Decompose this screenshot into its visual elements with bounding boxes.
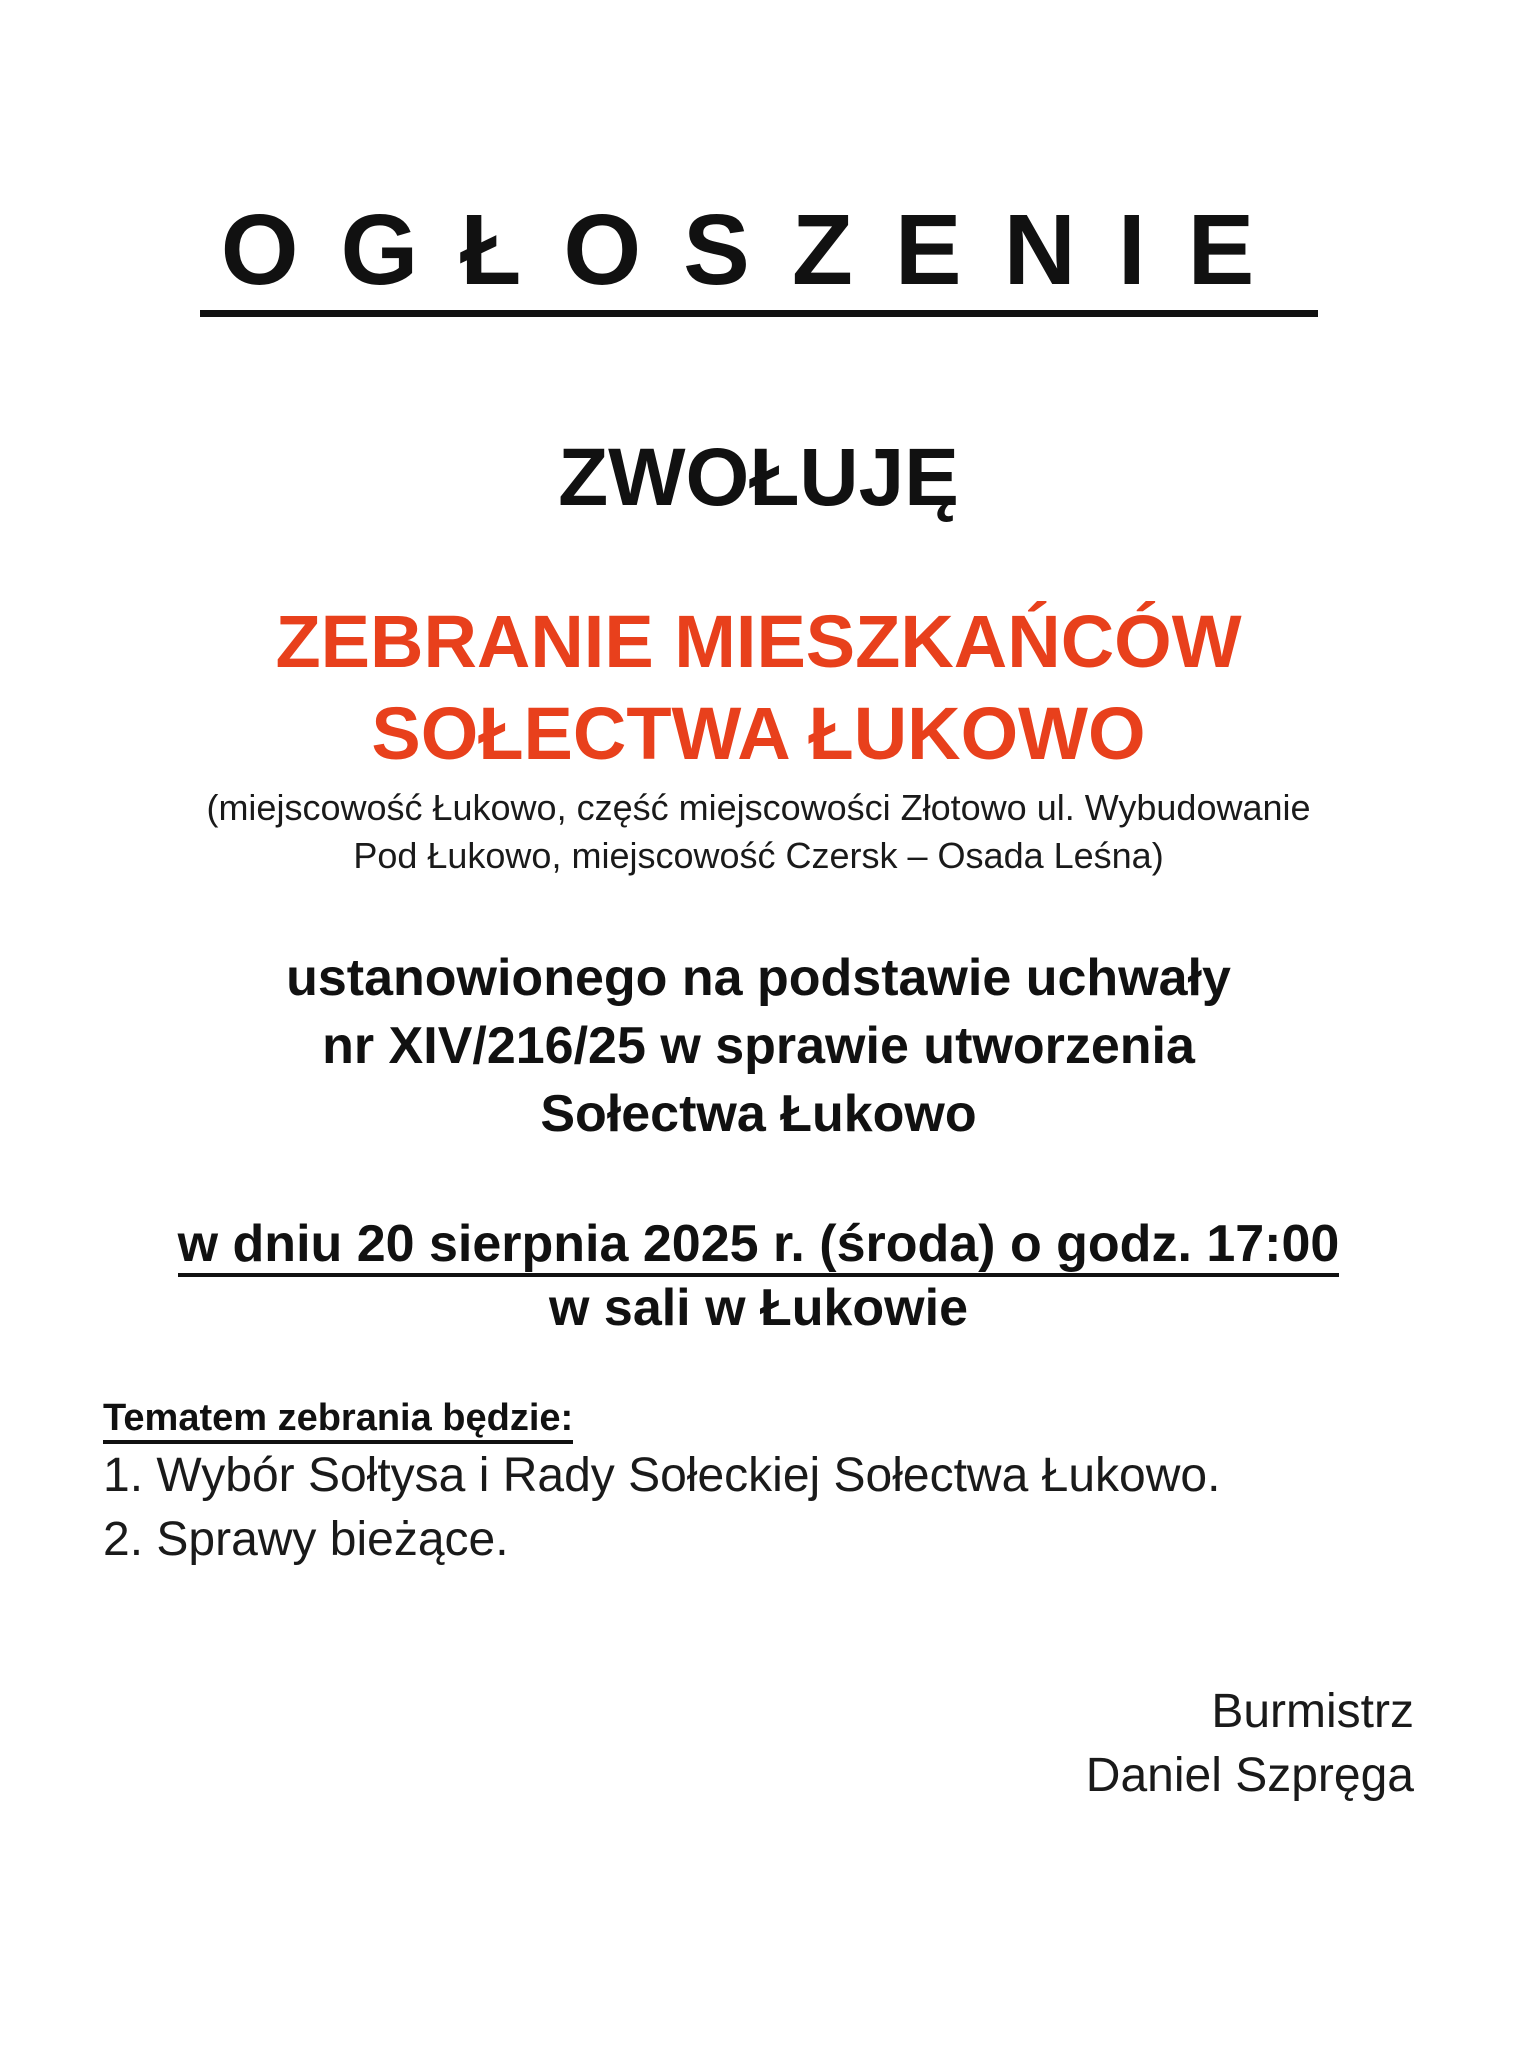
signature-block	[1086, 1680, 1414, 1808]
area-description-line-1: (miejscowość Łukowo, część miejscowości Złotowo ul. Wybudowanie	[206, 787, 1311, 828]
signature-role: Burmistrz	[1211, 1685, 1414, 1738]
meeting-title-line-1: ZEBRANIE MIESZKAŃCÓW	[275, 600, 1242, 683]
meeting-location: w sali w Łukowie	[549, 1279, 968, 1337]
legal-basis-line-2: nr XIV/216/25 w sprawie utworzenia	[322, 1017, 1195, 1075]
title-underline	[200, 310, 1318, 317]
legal-basis-line-1: ustanowionego na podstawie uchwały	[286, 949, 1231, 1007]
meeting-title-line-2: SOŁECTWA ŁUKOWO	[371, 692, 1146, 775]
agenda-section	[103, 1396, 1403, 1572]
meeting-date-time-text: w dniu 20 sierpnia 2025 r. (środa) o godz. 17:00	[178, 1215, 1340, 1277]
signature-name: Daniel Szpręga	[1085, 1749, 1414, 1802]
area-description-line-2: Pod Łukowo, miejscowość Czersk – Osada Leśna)	[353, 835, 1164, 876]
agenda-item-1: 1. Wybór Sołtysa i Rady Sołeckiej Sołectwa Łukowo.	[103, 1449, 1221, 1502]
meeting-date-time	[0, 1210, 1517, 1278]
agenda-item-2: 2. Sprawy bieżące.	[103, 1513, 509, 1566]
convene-heading: ZWOŁUJĘ	[558, 432, 959, 523]
page-title: OGŁOSZENIE	[220, 194, 1297, 306]
legal-basis-line-3: Sołectwa Łukowo	[540, 1085, 977, 1143]
agenda-heading: Tematem zebrania będzie:	[103, 1396, 573, 1444]
